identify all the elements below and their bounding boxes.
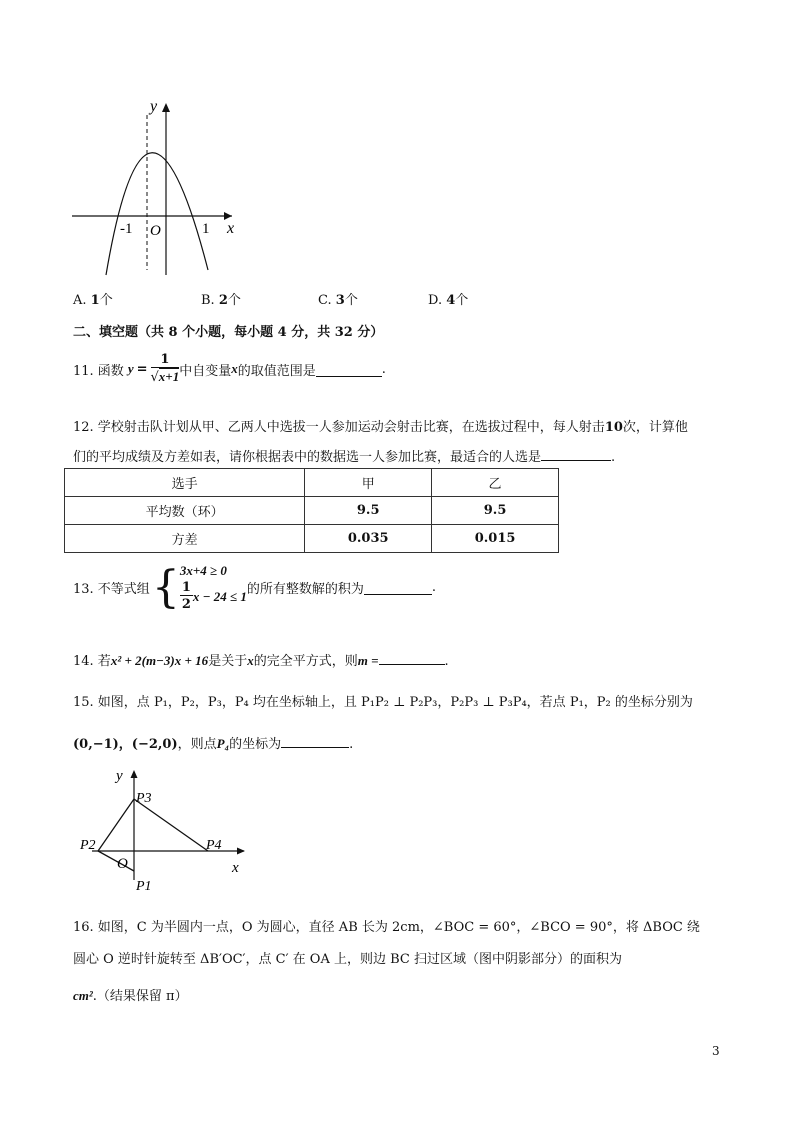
section-title: 二、填空题（共 8 个小题，每小题 4 分，共 32 分） (73, 325, 384, 340)
p3-label: P3 (136, 791, 152, 806)
table-cell: 0.015 (432, 525, 559, 553)
q15-answer-blank[interactable] (281, 733, 349, 748)
table-cell: 平均数（环） (65, 497, 305, 525)
q12-answer-blank[interactable] (541, 446, 611, 461)
option-c: C. 3个 (318, 293, 358, 308)
origin-label: O (150, 223, 161, 239)
inequality-system: 3x+4 ≥ 0 $\frac{1}{2}$ x − 24 ≤ 1 (179, 563, 247, 612)
coordinate-figure (72, 762, 252, 902)
table-cell: 9.5 (305, 497, 432, 525)
page-number: 3 (712, 1044, 720, 1058)
x-label: x (232, 860, 239, 876)
p2-label: P2 (80, 838, 96, 853)
x-axis-arrow (224, 212, 232, 220)
question-14: 14. 若x² + 2(m−3)x + 16是关于x的完全平方式，则m = . (73, 650, 449, 669)
p4-label: P4 (206, 838, 222, 853)
q11-answer-blank[interactable] (316, 362, 382, 377)
question-15-line2: (0,−1)，(−2,0)，则点P₄的坐标为 . (73, 733, 353, 752)
y-axis-arrow (131, 770, 138, 778)
table-header-cell: 乙 (432, 469, 559, 497)
table-row (65, 525, 559, 553)
table-cell: 9.5 (432, 497, 559, 525)
question-13: 13. 不等式组 { 3x+4 ≥ 0 $\frac{1}{2}$ x − 24 ≤ 1 的所有整数解的积为 . (73, 561, 437, 613)
q14-answer-blank[interactable] (379, 650, 445, 665)
question-12-line1: 12. 学校射击队计划从甲、乙两人中选拔一人参加运动会射击比赛，在选拔过程中，每人射击10次，计算他 (73, 420, 688, 435)
table-header-row (65, 469, 559, 497)
table-row (65, 497, 559, 525)
question-16-line2: 圆心 O 逆时针旋转至 ΔB′OC′，点 C′ 在 OA 上，则边 BC 扫过区域（图中阴影部分）的面积为 (73, 952, 622, 967)
parabola-graph (68, 95, 248, 280)
question-11: 11. 函数 y = $\frac{1}{√x+1}$ 中自变量 x 的取值范围是 . (73, 352, 386, 385)
option-a: A. 1个 (73, 293, 113, 308)
table-cell: 0.035 (305, 525, 432, 553)
parabola-curve (106, 153, 208, 275)
y-axis-arrow (162, 103, 170, 112)
table-header-cell: 甲 (305, 469, 432, 497)
table-cell: 方差 (65, 525, 305, 553)
tick-neg1: -1 (120, 221, 133, 237)
question-16-line1: 16. 如图，C 为半圆内一点，O 为圆心，直径 AB 长为 2cm，∠BOC = 60°，∠BCO = 90°，将 ΔBOC 绕 (73, 920, 700, 935)
path-p1-p2-p3-p4 (98, 799, 208, 871)
p1-label: P1 (136, 879, 152, 894)
question-15-line1: 15. 如图，点 P₁，P₂，P₃，P₄ 均在坐标轴上，且 P₁P₂ ⊥ P₂P₃，P₂P₃ ⊥ P₃P₄，若点 P₁，P₂ 的坐标分别为 (73, 695, 693, 710)
table-header-cell: 选手 (65, 469, 305, 497)
q12-table (64, 468, 559, 553)
tick-1: 1 (202, 221, 210, 237)
question-16-line3: cm².（结果保留 π） (73, 988, 188, 1004)
y-label: y (150, 98, 158, 115)
origin-label: O (117, 856, 128, 872)
option-d: D. 4个 (428, 293, 469, 308)
q13-answer-blank[interactable] (364, 580, 432, 595)
y-label: y (116, 768, 123, 784)
q11-fraction: $\frac{1}{√x+1}$ (150, 352, 180, 385)
x-axis-arrow (237, 848, 245, 855)
option-b: B. 2个 (201, 293, 241, 308)
x-label: x (227, 220, 235, 237)
question-12-line2: 们的平均成绩及方差如表，请你根据表中的数据选一人参加比赛，最适合的人选是 . (73, 446, 615, 465)
